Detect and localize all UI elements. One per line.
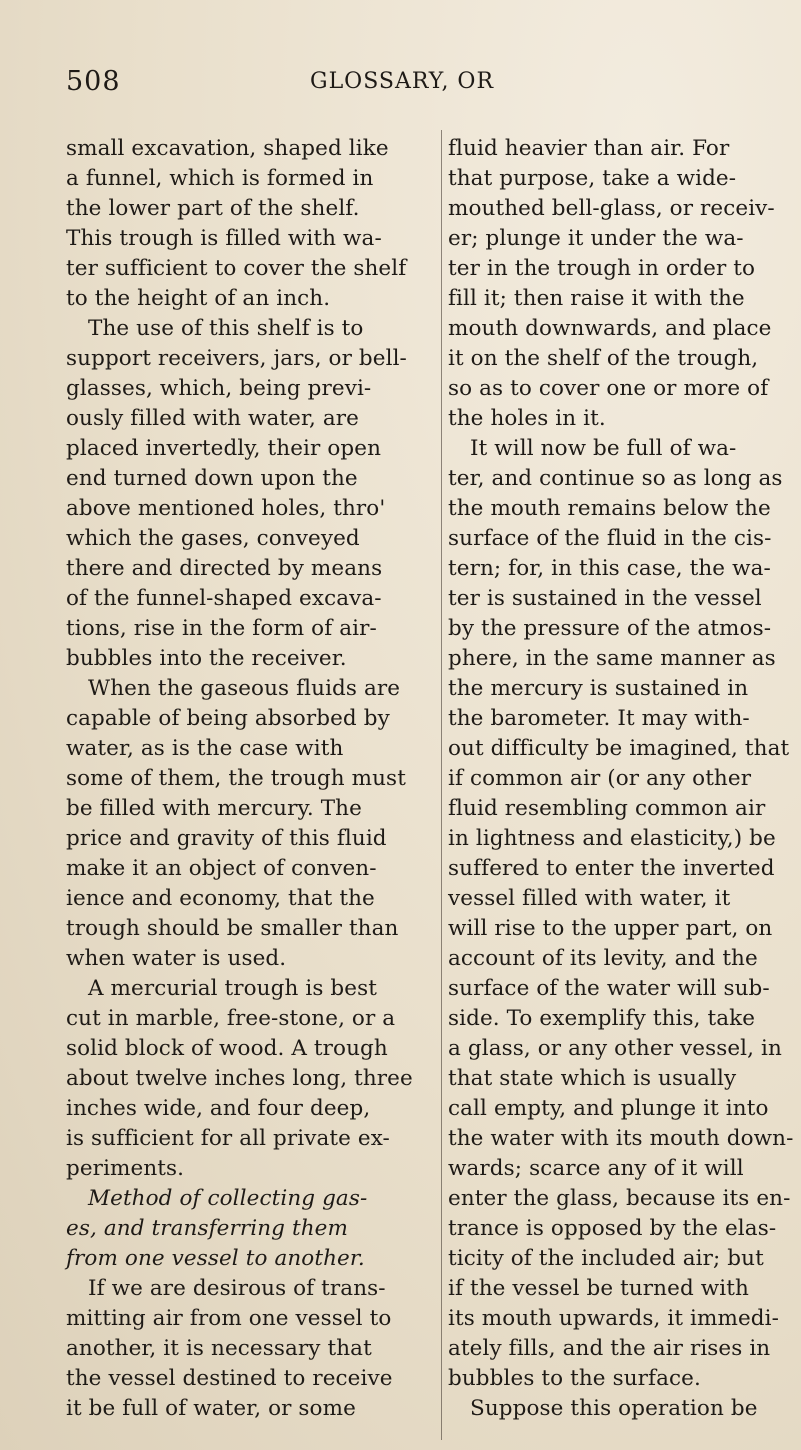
text-line: the mercury is sustained in: [448, 676, 749, 701]
text-line: A mercurial trough is best: [88, 976, 377, 1001]
running-title: GLOSSARY, OR: [310, 69, 495, 94]
text-line: fluid resembling common air: [448, 796, 766, 821]
text-line: the water with its mouth down-: [448, 1126, 794, 1151]
text-line: ately fills, and the air rises in: [448, 1336, 771, 1361]
text-line: of the funnel-shaped excava-: [66, 586, 382, 611]
text-line: bubbles to the surface.: [448, 1366, 701, 1391]
text-line: if the vessel be turned with: [448, 1276, 749, 1301]
text-line: solid block of wood. A trough: [66, 1036, 388, 1061]
text-line: When the gaseous fluids are: [88, 676, 401, 701]
text-line: if common air (or any other: [448, 766, 752, 791]
text-line: mouth downwards, and place: [448, 316, 772, 341]
text-line: The use of this shelf is to: [88, 316, 364, 341]
text-line: wards; scarce any of it will: [448, 1156, 744, 1181]
text-line: which the gases, conveyed: [66, 526, 360, 551]
text-line: about twelve inches long, three: [66, 1066, 413, 1091]
text-line: ter sufficient to cover the shelf: [66, 256, 407, 281]
text-line: side. To exemplify this, take: [448, 1006, 756, 1031]
text-line: glasses, which, being previ-: [66, 376, 372, 401]
text-line: bubbles into the receiver.: [66, 646, 347, 671]
left-column: [66, 134, 434, 1424]
text-line: vessel filled with water, it: [448, 886, 731, 911]
text-line: ously filled with water, are: [66, 406, 359, 431]
text-line: that state which is usually: [448, 1066, 737, 1091]
text-line: end turned down upon the: [66, 466, 358, 491]
text-line: its mouth upwards, it immedi-: [448, 1306, 779, 1331]
text-line: phere, in the same manner as: [448, 646, 776, 671]
text-line: is sufficient for all private ex-: [66, 1126, 390, 1151]
text-line: surface of the water will sub-: [448, 976, 770, 1001]
text-line: capable of being absorbed by: [66, 706, 390, 731]
text-line: Suppose this operation be: [470, 1396, 758, 1421]
text-line: the barometer. It may with-: [448, 706, 750, 731]
text-line: it be full of water, or some: [66, 1396, 356, 1421]
section-heading: es, and transferring them: [66, 1216, 348, 1241]
text-line: If we are desirous of trans-: [88, 1276, 386, 1301]
text-line: when water is used.: [66, 946, 287, 971]
text-line: It will now be full of wa-: [470, 436, 737, 461]
page-number: 508: [66, 66, 121, 97]
text-line: fill it; then raise it with the: [448, 286, 745, 311]
text-line: tern; for, in this case, the wa-: [448, 556, 771, 581]
text-line: trance is opposed by the elas-: [448, 1216, 777, 1241]
text-line: to the height of an inch.: [66, 286, 331, 311]
text-line: the lower part of the shelf.: [66, 196, 360, 221]
right-column: [448, 134, 796, 1424]
text-line: mitting air from one vessel to: [66, 1306, 392, 1331]
text-line: er; plunge it under the wa-: [448, 226, 744, 251]
section-heading: Method of collecting gas-: [88, 1186, 368, 1211]
text-line: periments.: [66, 1156, 185, 1181]
text-line: it on the shelf of the trough,: [448, 346, 759, 371]
text-line: so as to cover one or more of: [448, 376, 769, 401]
text-line: support receivers, jars, or bell-: [66, 346, 407, 371]
text-line: the vessel destined to receive: [66, 1366, 393, 1391]
text-line: inches wide, and four deep,: [66, 1096, 371, 1121]
text-line: out difficulty be imagined, that: [448, 736, 790, 761]
text-line: ter in the trough in order to: [448, 256, 756, 281]
text-line: be filled with mercury. The: [66, 796, 362, 821]
text-line: call empty, and plunge it into: [448, 1096, 769, 1121]
text-line: account of its levity, and the: [448, 946, 758, 971]
text-line: a glass, or any other vessel, in: [448, 1036, 782, 1061]
text-line: ience and economy, that the: [66, 886, 375, 911]
text-line: that purpose, take a wide-: [448, 166, 737, 191]
text-line: make it an object of conven-: [66, 856, 377, 881]
text-line: ter, and continue so as long as: [448, 466, 783, 491]
text-line: in lightness and elasticity,) be: [448, 826, 776, 851]
text-line: small excavation, shaped like: [66, 136, 389, 161]
text-line: a funnel, which is formed in: [66, 166, 374, 191]
text-line: will rise to the upper part, on: [448, 916, 773, 941]
text-line: fluid heavier than air. For: [448, 136, 730, 161]
text-line: ticity of the included air; but: [448, 1246, 764, 1271]
text-columns: [66, 134, 796, 1444]
text-line: another, it is necessary that: [66, 1336, 372, 1361]
text-line: mouthed bell-glass, or receiv-: [448, 196, 775, 221]
text-line: the mouth remains below the: [448, 496, 771, 521]
text-line: there and directed by means: [66, 556, 383, 581]
running-head: [60, 66, 760, 102]
text-line: some of them, the trough must: [66, 766, 406, 791]
text-line: This trough is filled with wa-: [66, 226, 382, 251]
text-line: above mentioned holes, thro': [66, 496, 386, 521]
text-line: ter is sustained in the vessel: [448, 586, 762, 611]
text-line: tions, rise in the form of air-: [66, 616, 377, 641]
section-heading: from one vessel to another.: [66, 1246, 365, 1271]
text-line: enter the glass, because its en-: [448, 1186, 791, 1211]
text-line: trough should be smaller than: [66, 916, 399, 941]
text-line: by the pressure of the atmos-: [448, 616, 772, 641]
text-line: price and gravity of this fluid: [66, 826, 387, 851]
text-line: the holes in it.: [448, 406, 606, 431]
text-line: surface of the fluid in the cis-: [448, 526, 772, 551]
text-line: suffered to enter the inverted: [448, 856, 775, 881]
text-line: cut in marble, free-stone, or a: [66, 1006, 396, 1031]
text-line: water, as is the case with: [66, 736, 344, 761]
text-line: placed invertedly, their open: [66, 436, 382, 461]
